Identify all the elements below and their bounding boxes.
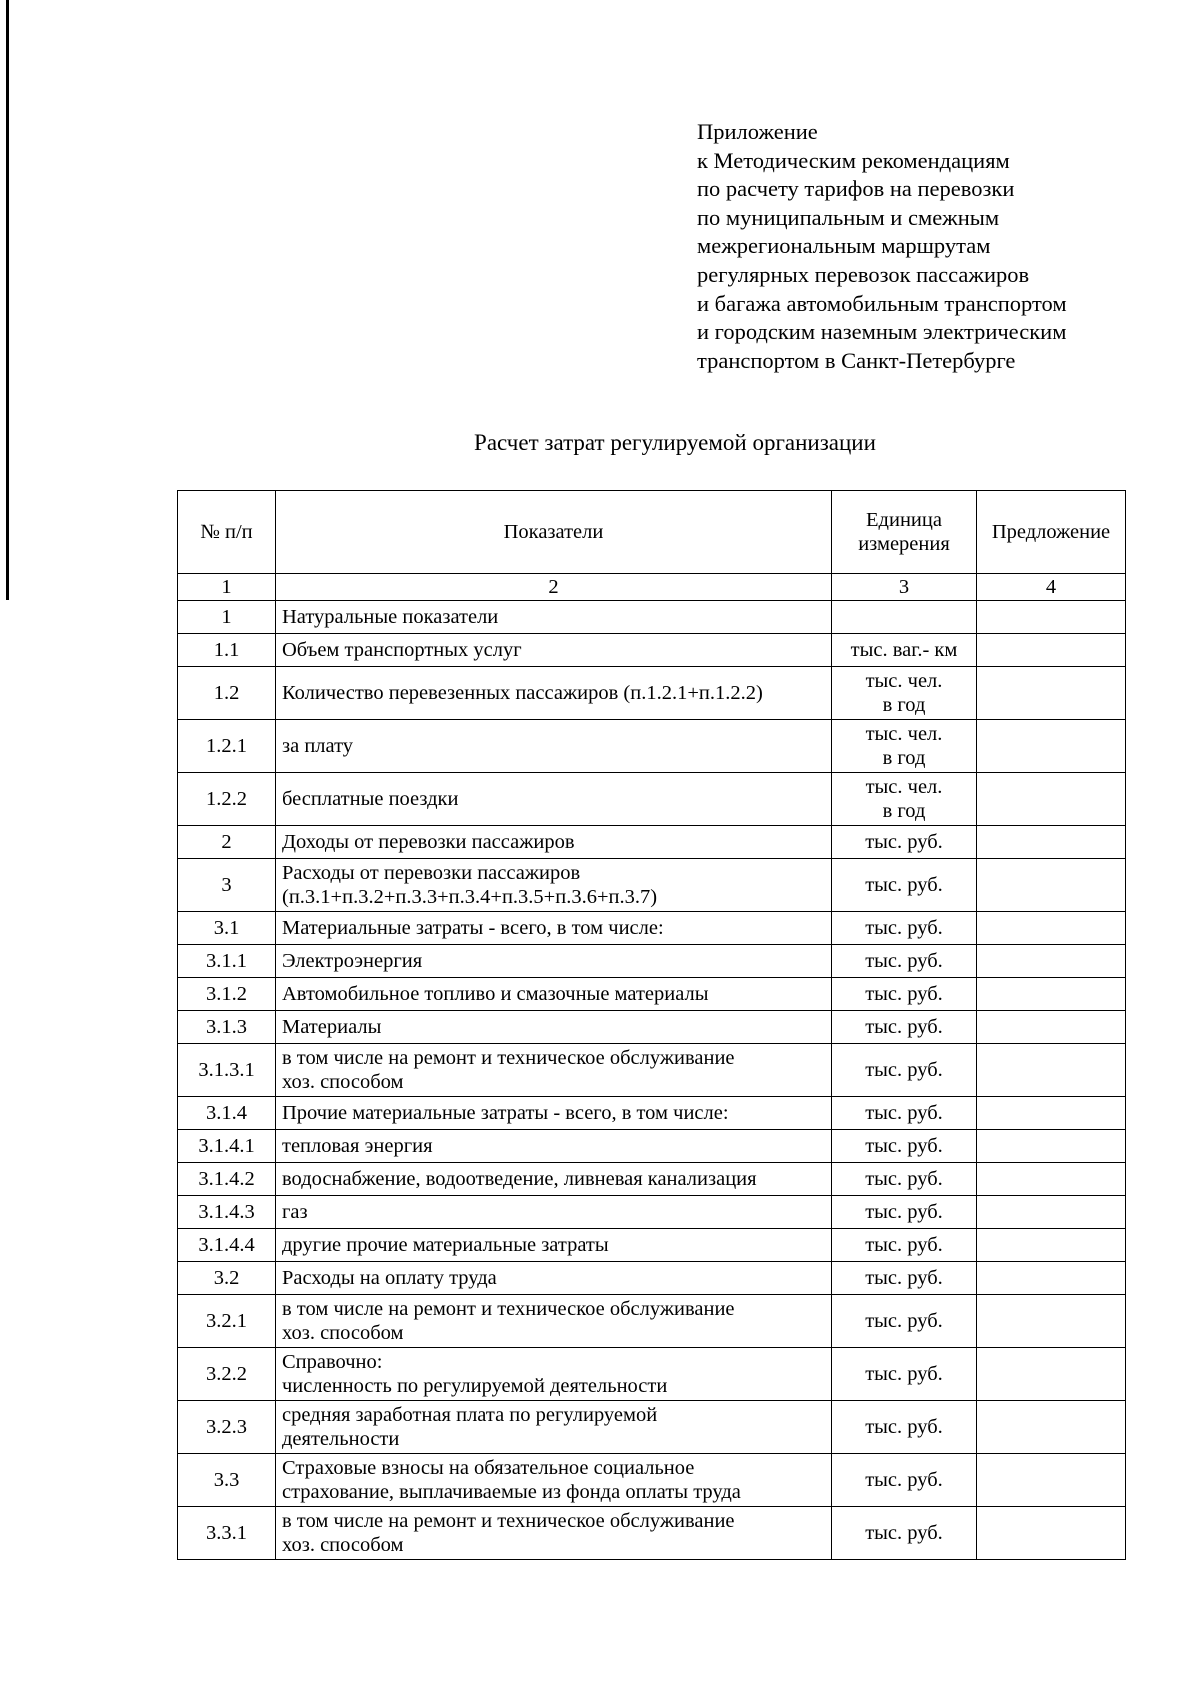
column-index-row bbox=[178, 574, 1126, 601]
col-index-3: 3 bbox=[832, 574, 977, 601]
unit-line: тыс. руб. bbox=[865, 1135, 943, 1157]
indicator-name bbox=[276, 1044, 832, 1097]
table-row bbox=[178, 1130, 1126, 1163]
proposal-value bbox=[977, 1401, 1126, 1454]
indicator-name bbox=[276, 1196, 832, 1229]
row-number: 1.1 bbox=[178, 634, 276, 667]
unit-line: в год bbox=[882, 694, 926, 716]
table-row bbox=[178, 1401, 1126, 1454]
indicator-name-line: газ bbox=[282, 1201, 308, 1223]
indicator-name-line: деятельности bbox=[282, 1428, 400, 1450]
table-row bbox=[178, 1229, 1126, 1262]
appendix-line: по расчету тарифов на перевозки bbox=[697, 176, 1015, 202]
indicator-name-line: Материальные затраты - всего, в том числе: bbox=[282, 917, 664, 939]
appendix-line: транспортом в Санкт-Петербурге bbox=[697, 347, 1016, 373]
unit-line: тыс. руб. bbox=[865, 1522, 943, 1544]
proposal-value bbox=[977, 1044, 1126, 1097]
unit-line: тыс. руб. bbox=[865, 1059, 943, 1081]
row-number: 3.2.1 bbox=[178, 1295, 276, 1348]
indicator-name-line: тепловая энергия bbox=[282, 1135, 433, 1157]
row-number: 3.3 bbox=[178, 1454, 276, 1507]
indicator-name-line: Количество перевезенных пассажиров (п.1.2.1+п.1.2.2) bbox=[282, 682, 763, 704]
unit-of-measure bbox=[832, 912, 977, 945]
unit-of-measure bbox=[832, 826, 977, 859]
unit-line: тыс. руб. bbox=[865, 1310, 943, 1332]
proposal-value bbox=[977, 912, 1126, 945]
col-index-2: 2 bbox=[276, 574, 832, 601]
row-number: 3.1.1 bbox=[178, 945, 276, 978]
indicator-name bbox=[276, 826, 832, 859]
col-index-4: 4 bbox=[977, 574, 1126, 601]
row-number: 3 bbox=[178, 859, 276, 912]
header-indicators: Показатели bbox=[276, 491, 832, 574]
unit-of-measure bbox=[832, 773, 977, 826]
unit-of-measure bbox=[832, 1348, 977, 1401]
indicator-name-line: (п.3.1+п.3.2+п.3.3+п.3.4+п.3.5+п.3.6+п.3.7) bbox=[282, 886, 658, 908]
proposal-value bbox=[977, 1454, 1126, 1507]
unit-line: тыс. чел. bbox=[865, 723, 943, 745]
unit-of-measure bbox=[832, 601, 977, 634]
indicator-name-line: Натуральные показатели bbox=[282, 606, 499, 628]
row-number: 1.2.1 bbox=[178, 720, 276, 773]
indicator-name bbox=[276, 1229, 832, 1262]
indicator-name bbox=[276, 945, 832, 978]
unit-line: тыс. руб. bbox=[865, 1168, 943, 1190]
proposal-value bbox=[977, 601, 1126, 634]
row-number: 1.2 bbox=[178, 667, 276, 720]
unit-line: тыс. руб. bbox=[865, 1016, 943, 1038]
col-index-1: 1 bbox=[178, 574, 276, 601]
row-number: 1 bbox=[178, 601, 276, 634]
page-title: Расчет затрат регулируемой организации bbox=[474, 430, 876, 455]
appendix-line: и городским наземным электрическим bbox=[697, 319, 1067, 345]
table-row bbox=[178, 667, 1126, 720]
unit-of-measure bbox=[832, 1454, 977, 1507]
unit-line: тыс. руб. bbox=[865, 1469, 943, 1491]
unit-line: тыс. ваг.- км bbox=[850, 639, 958, 661]
row-number: 3.3.1 bbox=[178, 1507, 276, 1560]
indicator-name bbox=[276, 1507, 832, 1560]
unit-of-measure bbox=[832, 978, 977, 1011]
unit-line: тыс. руб. bbox=[865, 1102, 943, 1124]
unit-of-measure bbox=[832, 1011, 977, 1044]
table-row bbox=[178, 978, 1126, 1011]
proposal-value bbox=[977, 1196, 1126, 1229]
proposal-value bbox=[977, 720, 1126, 773]
indicator-name-line: Расходы на оплату труда bbox=[282, 1267, 497, 1289]
cost-calculation-table bbox=[177, 490, 1126, 1560]
indicator-name-line: в том числе на ремонт и техническое обслуживание bbox=[282, 1510, 735, 1532]
proposal-value bbox=[977, 1295, 1126, 1348]
unit-of-measure bbox=[832, 1262, 977, 1295]
unit-of-measure bbox=[832, 1163, 977, 1196]
appendix-line: к Методическим рекомендациям bbox=[697, 147, 1010, 173]
indicator-name-line: водоснабжение, водоотведение, ливневая канализация bbox=[282, 1168, 757, 1190]
unit-line: тыс. руб. bbox=[865, 1234, 943, 1256]
unit-of-measure bbox=[832, 1401, 977, 1454]
indicator-name-line: Расходы от перевозки пассажиров bbox=[282, 862, 581, 884]
indicator-name bbox=[276, 978, 832, 1011]
table-row bbox=[178, 601, 1126, 634]
unit-of-measure bbox=[832, 1097, 977, 1130]
unit-of-measure bbox=[832, 1044, 977, 1097]
indicator-name bbox=[276, 1262, 832, 1295]
appendix-line: Приложение bbox=[697, 119, 818, 144]
proposal-value bbox=[977, 667, 1126, 720]
indicator-name-line: Страховые взносы на обязательное социальное bbox=[282, 1457, 695, 1479]
indicator-name-line: за плату bbox=[282, 735, 354, 757]
appendix-line: по муниципальным и смежным bbox=[697, 204, 1000, 230]
header-unit-line1: Единица bbox=[866, 509, 942, 531]
indicator-name bbox=[276, 1011, 832, 1044]
table-row bbox=[178, 1454, 1126, 1507]
proposal-value bbox=[977, 1163, 1126, 1196]
table-row bbox=[178, 826, 1126, 859]
table-row bbox=[178, 1097, 1126, 1130]
indicator-name-line: Автомобильное топливо и смазочные материалы bbox=[282, 983, 709, 1005]
appendix-line: регулярных перевозок пассажиров bbox=[697, 261, 1030, 287]
table-row bbox=[178, 1262, 1126, 1295]
indicator-name bbox=[276, 720, 832, 773]
indicator-name bbox=[276, 1295, 832, 1348]
indicator-name bbox=[276, 667, 832, 720]
table-body bbox=[178, 601, 1126, 1560]
indicator-name bbox=[276, 1097, 832, 1130]
proposal-value bbox=[977, 1229, 1126, 1262]
unit-of-measure bbox=[832, 1196, 977, 1229]
unit-line: тыс. руб. bbox=[865, 1201, 943, 1223]
indicator-name-line: хоз. способом bbox=[282, 1322, 404, 1344]
proposal-value bbox=[977, 1011, 1126, 1044]
indicator-name-line: средняя заработная плата по регулируемой bbox=[282, 1404, 658, 1426]
unit-line: тыс. руб. bbox=[865, 1267, 943, 1289]
proposal-value bbox=[977, 1348, 1126, 1401]
unit-line: тыс. руб. bbox=[865, 874, 943, 896]
table-header-row bbox=[178, 491, 1126, 574]
unit-line: тыс. руб. bbox=[865, 917, 943, 939]
unit-of-measure bbox=[832, 1507, 977, 1560]
table-row bbox=[178, 1011, 1126, 1044]
row-number: 3.1.4.3 bbox=[178, 1196, 276, 1229]
unit-of-measure bbox=[832, 1229, 977, 1262]
indicator-name bbox=[276, 1348, 832, 1401]
appendix-line: межрегиональным маршрутам bbox=[697, 233, 991, 259]
row-number: 3.1.4.1 bbox=[178, 1130, 276, 1163]
proposal-value bbox=[977, 978, 1126, 1011]
indicator-name-line: Прочие материальные затраты - всего, в том числе: bbox=[282, 1102, 729, 1124]
proposal-value bbox=[977, 1262, 1126, 1295]
unit-line: тыс. руб. bbox=[865, 983, 943, 1005]
row-number: 3.1.4 bbox=[178, 1097, 276, 1130]
table-row bbox=[178, 945, 1126, 978]
indicator-name-line: Доходы от перевозки пассажиров bbox=[282, 831, 575, 853]
unit-of-measure bbox=[832, 667, 977, 720]
unit-of-measure bbox=[832, 1295, 977, 1348]
indicator-name-line: в том числе на ремонт и техническое обслуживание bbox=[282, 1298, 735, 1320]
indicator-name-line: Материалы bbox=[282, 1016, 382, 1038]
indicator-name bbox=[276, 1163, 832, 1196]
unit-line: тыс. чел. bbox=[865, 670, 943, 692]
header-unit-line2: измерения bbox=[858, 533, 950, 555]
indicator-name-line: в том числе на ремонт и техническое обслуживание bbox=[282, 1047, 735, 1069]
indicator-name-line: страхование, выплачиваемые из фонда оплаты труда bbox=[282, 1481, 741, 1503]
proposal-value bbox=[977, 1130, 1126, 1163]
unit-of-measure bbox=[832, 634, 977, 667]
indicator-name-line: Электроэнергия bbox=[282, 950, 423, 972]
indicator-name bbox=[276, 634, 832, 667]
indicator-name-line: хоз. способом bbox=[282, 1534, 404, 1556]
table-row bbox=[178, 1295, 1126, 1348]
table-row bbox=[178, 1348, 1126, 1401]
proposal-value bbox=[977, 826, 1126, 859]
header-unit bbox=[832, 491, 977, 574]
table-row bbox=[178, 1196, 1126, 1229]
unit-line: в год bbox=[882, 800, 926, 822]
proposal-value bbox=[977, 634, 1126, 667]
unit-line: тыс. чел. bbox=[865, 776, 943, 798]
indicator-name bbox=[276, 1454, 832, 1507]
indicator-name bbox=[276, 1130, 832, 1163]
unit-of-measure bbox=[832, 1130, 977, 1163]
scan-margin-line bbox=[6, 0, 9, 600]
indicator-name-line: численность по регулируемой деятельности bbox=[282, 1375, 668, 1397]
row-number: 3.2.2 bbox=[178, 1348, 276, 1401]
row-number: 3.1 bbox=[178, 912, 276, 945]
indicator-name-line: другие прочие материальные затраты bbox=[282, 1234, 609, 1256]
indicator-name-line: хоз. способом bbox=[282, 1071, 404, 1093]
indicator-name bbox=[276, 1401, 832, 1454]
header-proposal: Предложение bbox=[977, 491, 1126, 574]
table-row bbox=[178, 1507, 1126, 1560]
unit-of-measure bbox=[832, 945, 977, 978]
table-row bbox=[178, 720, 1126, 773]
table-row bbox=[178, 634, 1126, 667]
row-number: 3.1.4.4 bbox=[178, 1229, 276, 1262]
table-row bbox=[178, 1163, 1126, 1196]
indicator-name-line: Справочно: bbox=[282, 1351, 383, 1373]
table-row bbox=[178, 912, 1126, 945]
proposal-value bbox=[977, 1097, 1126, 1130]
row-number: 3.1.4.2 bbox=[178, 1163, 276, 1196]
indicator-name bbox=[276, 773, 832, 826]
unit-line: тыс. руб. bbox=[865, 831, 943, 853]
table-row bbox=[178, 1044, 1126, 1097]
unit-of-measure bbox=[832, 720, 977, 773]
unit-line: тыс. руб. bbox=[865, 950, 943, 972]
row-number: 3.2 bbox=[178, 1262, 276, 1295]
appendix-line: и багажа автомобильным транспортом bbox=[697, 290, 1067, 316]
unit-line: в год bbox=[882, 747, 926, 769]
indicator-name bbox=[276, 859, 832, 912]
proposal-value bbox=[977, 945, 1126, 978]
unit-of-measure bbox=[832, 859, 977, 912]
table-row bbox=[178, 773, 1126, 826]
unit-line: тыс. руб. bbox=[865, 1363, 943, 1385]
row-number: 3.2.3 bbox=[178, 1401, 276, 1454]
row-number: 3.1.3 bbox=[178, 1011, 276, 1044]
row-number: 3.1.2 bbox=[178, 978, 276, 1011]
row-number: 2 bbox=[178, 826, 276, 859]
header-num: № п/п bbox=[178, 491, 276, 574]
indicator-name-line: Объем транспортных услуг bbox=[282, 639, 522, 661]
indicator-name bbox=[276, 601, 832, 634]
proposal-value bbox=[977, 1507, 1126, 1560]
proposal-value bbox=[977, 859, 1126, 912]
appendix-note bbox=[697, 118, 1177, 375]
indicator-name bbox=[276, 912, 832, 945]
unit-line: тыс. руб. bbox=[865, 1416, 943, 1438]
indicator-name-line: бесплатные поездки bbox=[282, 788, 459, 810]
row-number: 1.2.2 bbox=[178, 773, 276, 826]
row-number: 3.1.3.1 bbox=[178, 1044, 276, 1097]
proposal-value bbox=[977, 773, 1126, 826]
table-row bbox=[178, 859, 1126, 912]
